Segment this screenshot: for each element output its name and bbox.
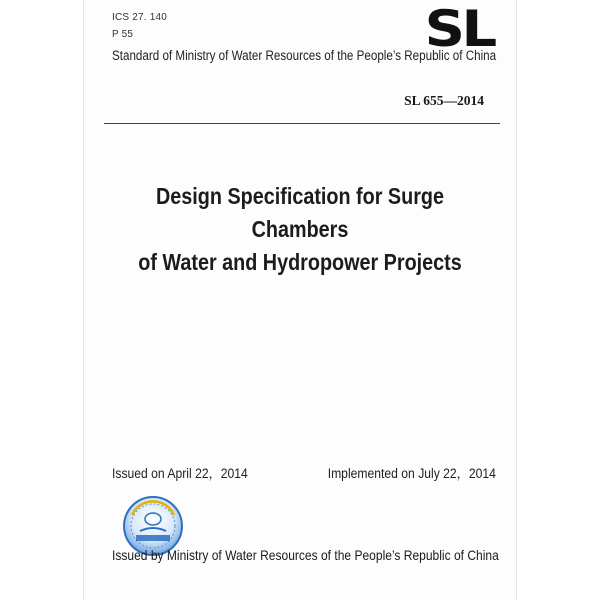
document-cover [84,0,516,600]
sl-logo: SL [424,0,494,58]
standard-number: SL 655—2014 [404,93,484,108]
implemented-date: Implemented on July 22，2014 [327,466,496,481]
title-line-2: of Water and Hydropower Projects [138,249,462,275]
document-title [114,180,486,279]
header-divider [104,123,500,124]
issued-by: Issued by Ministry of Water Resources of the People’s Republic of China [112,547,499,563]
title-line-1: Design Specification for Surge Chambers [156,183,444,242]
issued-date: Issued on April 22，2014 [112,466,248,481]
classification-code: P 55 [112,29,134,40]
standard-of-ministry: Standard of Ministry of Water Resources of the People’s Republic of China [112,48,497,64]
ics-code: ICS 27. 140 [112,12,168,23]
